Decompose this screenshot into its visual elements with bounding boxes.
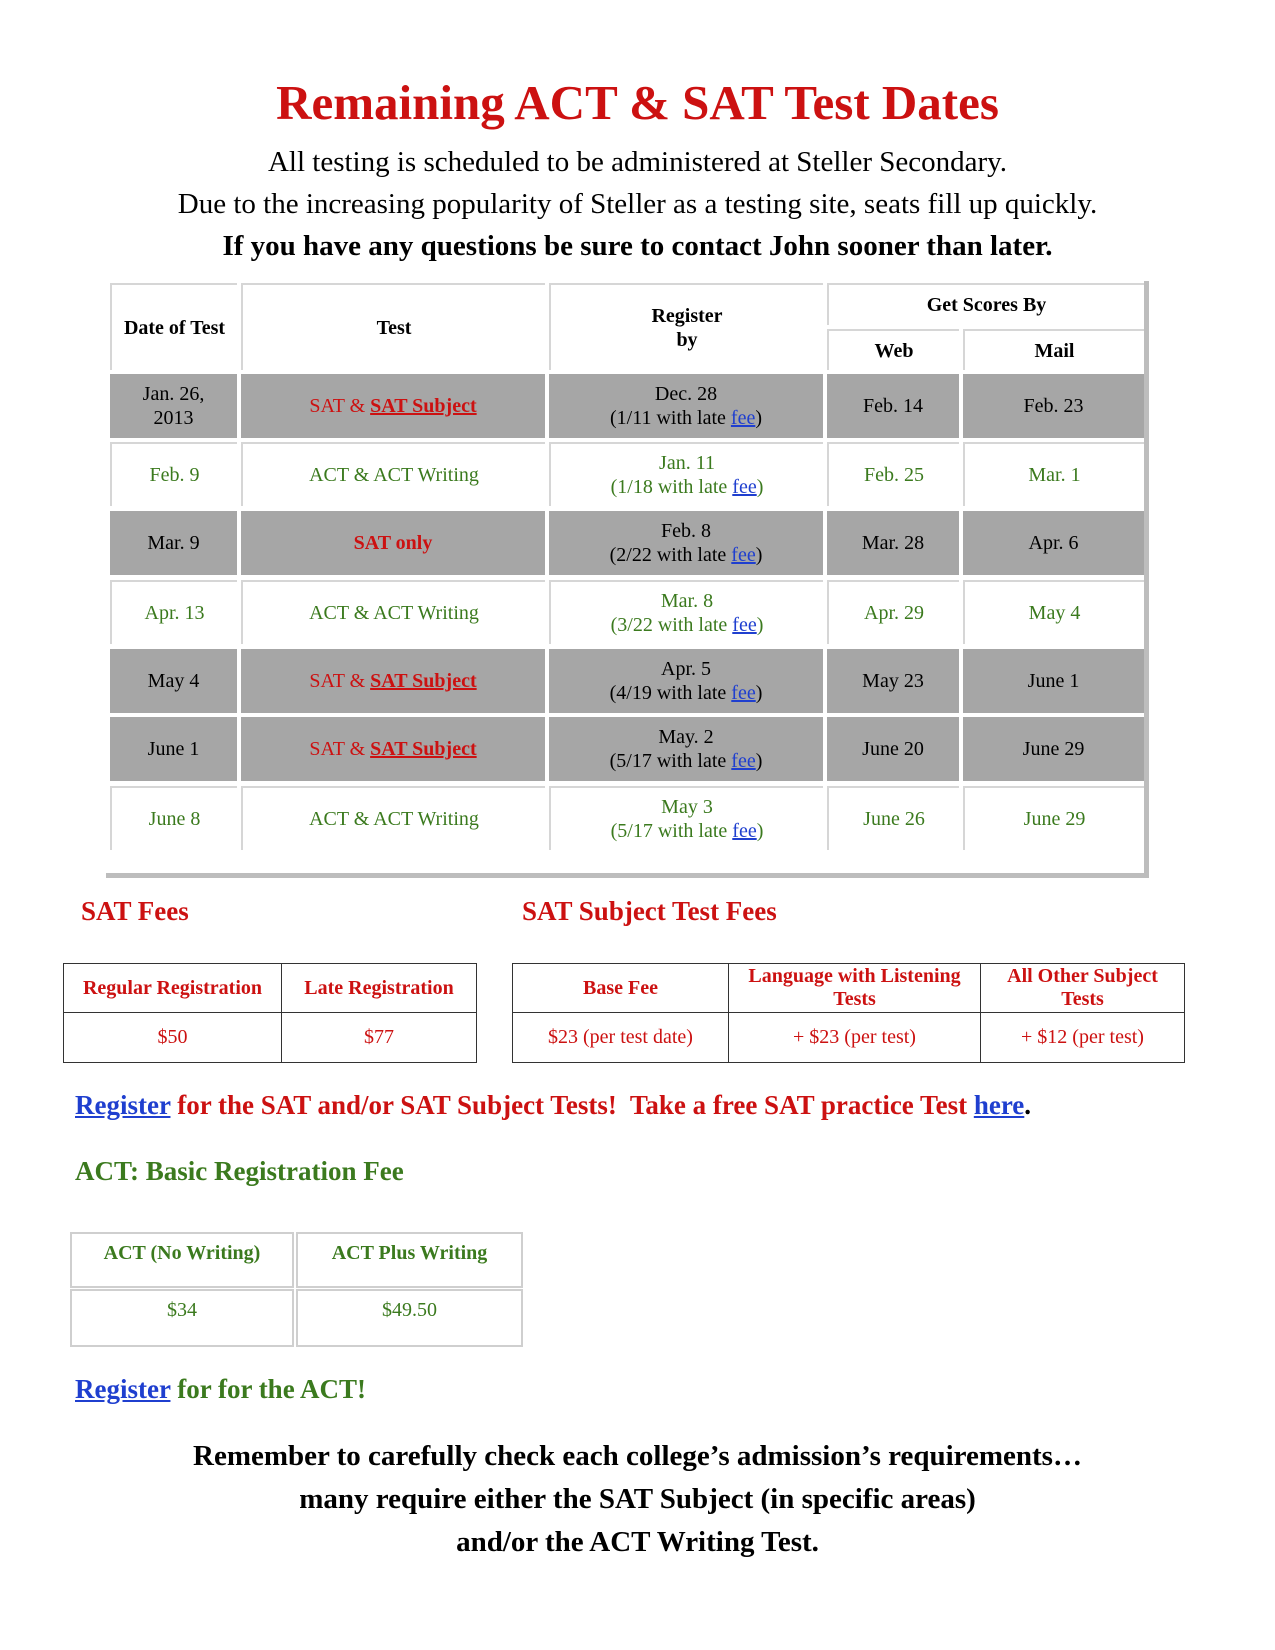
row-register-by (549, 511, 823, 575)
register-date-line (661, 795, 713, 819)
other-subject-header: All Other Subject Tests (981, 964, 1185, 1013)
web-score-date: Apr. 29 (864, 602, 924, 624)
header-register-by (549, 283, 823, 370)
test-date-text: Mar. 9 (147, 532, 200, 554)
act-fee-heading: ACT: Basic Registration Fee (75, 1156, 404, 1186)
row-test-name (241, 580, 545, 644)
register-date-line (658, 725, 713, 749)
other-subject-fee: + $12 (per test) (981, 1013, 1185, 1063)
row-test-date (110, 374, 237, 438)
late-registration-fee: $77 (282, 1013, 477, 1063)
row-mail-score-date (963, 374, 1144, 438)
base-fee-value: $23 (per test date) (513, 1013, 729, 1063)
register-date: May 3 (661, 796, 713, 818)
late-suffix: with late (656, 544, 727, 566)
row-web-score-date (827, 649, 959, 713)
test-name-text: SAT only (353, 532, 433, 554)
table-shadow-bottom (106, 873, 1149, 878)
late-date: (5/17 (609, 750, 652, 772)
late-date-line: (3/22 with late fee) (610, 614, 764, 636)
register-date-line (661, 589, 713, 613)
sat-fees-heading: SAT Fees (81, 896, 189, 926)
row-web-score-date (827, 717, 959, 781)
register-date: Apr. 5 (661, 658, 711, 680)
row-web-score-date (827, 511, 959, 575)
late-date: (3/22 (610, 614, 653, 636)
sat-practice-here-link[interactable]: here (973, 1090, 1025, 1120)
row-mail-score-date (963, 649, 1144, 713)
test-date-text: June 1 (147, 738, 200, 760)
base-fee-header: Base Fee (513, 964, 729, 1013)
late-date: (1/11 (609, 407, 652, 429)
late-suffix: with late (656, 407, 726, 429)
test-date-text: May 4 (147, 670, 200, 692)
intro-line-3: If you have any questions be sure to contact John sooner than later. (222, 230, 1053, 262)
test-date-text: Apr. 13 (144, 602, 205, 624)
fee-link[interactable]: fee (732, 820, 757, 842)
intro-line-1: All testing is scheduled to be administered at Steller Secondary. (267, 146, 1008, 178)
mail-score-date: June 29 (1022, 738, 1085, 760)
row-register-by (549, 717, 823, 781)
test-name-text: SAT & (309, 395, 371, 417)
intro-line-2: Due to the increasing popularity of Steller as a testing site, seats fill up quickly. (177, 188, 1098, 220)
closing-line-3: and/or the ACT Writing Test. (456, 1526, 819, 1558)
row-web-score-date (827, 580, 959, 644)
row-test-date (110, 786, 237, 850)
web-score-date: June 26 (863, 808, 925, 830)
row-test-date (110, 649, 237, 713)
register-date: Jan. 11 (659, 452, 715, 474)
register-date: Feb. 8 (661, 520, 711, 542)
test-name-text: ACT & ACT Writing (309, 808, 479, 830)
late-date-line: (2/22 with late fee) (609, 544, 763, 566)
late-date: (1/18 (610, 476, 653, 498)
sat-subject-link[interactable]: SAT Subject (370, 670, 477, 692)
register-date: May. 2 (658, 726, 714, 748)
test-name-text: SAT & (309, 738, 371, 760)
sat-register-period: . (1024, 1090, 1032, 1120)
row-test-name (241, 649, 545, 713)
test-schedule-table (110, 283, 1144, 873)
page-title: Remaining ACT & SAT Test Dates (276, 75, 999, 130)
late-suffix: with late (656, 750, 727, 772)
mail-score-date: May 4 (1028, 602, 1081, 624)
language-listening-fee: + $23 (per test) (729, 1013, 981, 1063)
closing-line-1: Remember to carefully check each college’s admission’s requirements… (193, 1440, 1082, 1472)
sat-register-line (75, 1090, 1031, 1121)
fee-link[interactable]: fee (731, 750, 756, 772)
row-test-name (241, 786, 545, 850)
row-register-by (549, 580, 823, 644)
row-register-by (549, 442, 823, 506)
act-register-text: for for the ACT! (170, 1374, 366, 1404)
row-test-name (241, 717, 545, 781)
act-register-link[interactable]: Register (75, 1374, 171, 1404)
row-test-date (110, 717, 237, 781)
act-no-writing-fee: $34 (70, 1289, 294, 1347)
web-score-date: June 20 (862, 738, 924, 760)
row-test-name (241, 442, 545, 506)
register-date-line (661, 657, 711, 681)
test-date-text: Jan. 26, 2013 (142, 383, 205, 429)
act-plus-writing-fee: $49.50 (296, 1289, 523, 1347)
row-mail-score-date (963, 442, 1144, 506)
late-date-line: (5/17 with late fee) (610, 820, 764, 842)
row-mail-score-date (963, 717, 1144, 781)
row-mail-score-date (963, 786, 1144, 850)
mail-score-date: Feb. 23 (1023, 395, 1084, 417)
mail-score-date: June 29 (1023, 808, 1086, 830)
test-name-text: SAT & (309, 670, 371, 692)
late-date: (5/17 (610, 820, 653, 842)
row-test-date (110, 511, 237, 575)
web-score-date: Feb. 14 (863, 395, 923, 417)
test-date-text: June 8 (148, 808, 201, 830)
act-no-writing-header: ACT (No Writing) (70, 1232, 294, 1288)
late-date: (4/19 (609, 682, 652, 704)
register-date-line (655, 382, 717, 406)
closing-line-2: many require either the SAT Subject (in specific areas) (299, 1483, 976, 1515)
header-get-scores-by: Get Scores By (827, 283, 1144, 325)
row-web-score-date (827, 786, 959, 850)
late-suffix: with late (657, 476, 728, 498)
fee-link[interactable]: fee (730, 407, 756, 429)
row-mail-score-date (963, 580, 1144, 644)
register-date: Dec. 28 (654, 383, 718, 405)
web-score-date: Feb. 25 (864, 464, 924, 486)
language-listening-header: Language with Listening Tests (729, 964, 981, 1013)
row-register-by (549, 649, 823, 713)
mail-score-date: Mar. 1 (1028, 464, 1081, 486)
late-date: (2/22 (609, 544, 652, 566)
late-date-line: (4/19 with late fee) (609, 682, 763, 704)
sat-subject-link[interactable]: SAT Subject (370, 738, 477, 760)
register-date: Mar. 8 (660, 590, 714, 612)
row-mail-score-date (963, 511, 1144, 575)
sat-fees-table (63, 963, 477, 1063)
row-register-by (549, 374, 823, 438)
late-date-line: (5/17 with late fee) (609, 750, 763, 772)
test-name-text: ACT & ACT Writing (309, 602, 479, 624)
row-web-score-date (827, 442, 959, 506)
late-suffix: with late (656, 682, 727, 704)
fee-link[interactable]: fee (732, 614, 757, 636)
sat-register-text: for the SAT and/or SAT Subject Tests! Take a free SAT practice Test (170, 1090, 974, 1120)
header-test: Test (241, 283, 545, 370)
mail-score-date: Apr. 6 (1028, 532, 1079, 554)
web-score-date: May 23 (862, 670, 924, 692)
web-score-date: Mar. 28 (861, 532, 925, 554)
late-date-line: (1/11 with late fee) (609, 407, 762, 429)
act-plus-writing-header: ACT Plus Writing (296, 1232, 523, 1288)
late-registration-header: Late Registration (282, 964, 477, 1013)
test-name-text: ACT & ACT Writing (309, 464, 479, 486)
act-register-line (75, 1374, 366, 1405)
row-test-date (110, 580, 237, 644)
header-web: Web (827, 329, 959, 370)
late-suffix: with late (657, 614, 728, 636)
sat-subject-fees-table (512, 963, 1185, 1063)
late-date-line: (1/18 with late fee) (610, 476, 764, 498)
row-test-name (241, 511, 545, 575)
row-test-name (241, 374, 545, 438)
mail-score-date: June 1 (1027, 670, 1080, 692)
regular-registration-fee: $50 (64, 1013, 282, 1063)
row-register-by (549, 786, 823, 850)
row-web-score-date (827, 374, 959, 438)
sat-register-link[interactable]: Register (75, 1090, 171, 1120)
sat-subject-fees-heading: SAT Subject Test Fees (522, 896, 777, 926)
fee-link[interactable]: fee (731, 544, 756, 566)
header-register-by-label: Register by (651, 304, 723, 351)
register-date-line (661, 519, 711, 543)
act-fees-table (70, 1232, 523, 1352)
test-date-text: Feb. 9 (149, 464, 200, 486)
late-suffix: with late (657, 820, 728, 842)
header-mail: Mail (963, 329, 1144, 370)
fee-link[interactable]: fee (731, 682, 756, 704)
header-date-of-test: Date of Test (110, 283, 237, 370)
row-test-date (110, 442, 237, 506)
fee-link[interactable]: fee (732, 476, 757, 498)
sat-subject-link[interactable]: SAT Subject (370, 395, 477, 417)
table-shadow-right (1144, 281, 1149, 877)
register-date-line (659, 451, 715, 475)
regular-registration-header: Regular Registration (64, 964, 282, 1013)
